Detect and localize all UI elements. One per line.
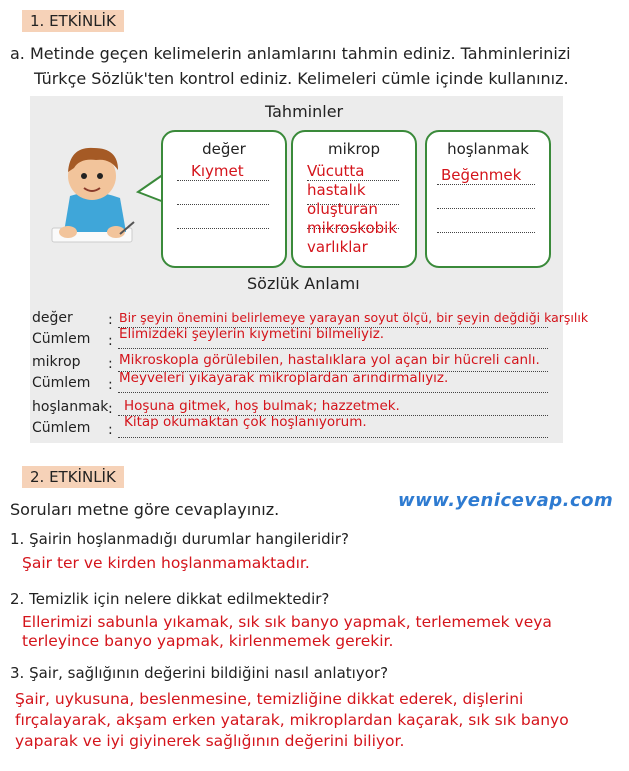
question-2: 2. Temizlik için nelere dikkat edilmektedir? — [10, 590, 330, 608]
row-label: hoşlanmak — [32, 399, 109, 415]
card-word: mikrop — [327, 140, 380, 158]
answer-2-line: terleyince banyo yapmak, kirlenmemek gerekir. — [22, 632, 394, 650]
row-label: Cümlem — [32, 331, 91, 347]
row-value: Hoşuna gitmek, hoş bulmak; hazzetmek. — [124, 398, 400, 414]
row-value: Elimizdeki şeylerin kıymetini bilmeliyiz. — [119, 326, 385, 342]
row-value: Bir şeyin önemini belirlemeye yarayan soyut ölçü, bir şeyin değdiği karşılık — [119, 310, 589, 325]
card-word: değer — [202, 140, 246, 158]
section1-tag: 1. ETKİNLİK — [22, 10, 124, 32]
card-deger — [161, 130, 287, 268]
answer-2-line: Ellerimizi sabunla yıkamak, sık sık banyo yapmak, terlememek veya — [22, 613, 552, 631]
card-mikrop — [291, 130, 417, 268]
section2-tag: 2. ETKİNLİK — [22, 466, 124, 488]
answer-3-line: Şair, uykusuna, beslenmesine, temizliğine dikkat ederek, dişlerini — [15, 690, 524, 708]
card-guess: Beğenmek — [441, 166, 522, 184]
card-guess-line: mikroskobik — [307, 219, 397, 237]
question-3: 3. Şair, sağlığının değerini bildiğini nasıl anlatıyor? — [10, 664, 389, 682]
card-guess: Kıymet — [191, 162, 244, 180]
card-guess-line: hastalık — [307, 181, 366, 199]
watermark: www.yenicevap.com — [398, 490, 614, 511]
instruction-line-1: a. Metinde geçen kelimelerin anlamlarını tahmin ediniz. Tahminlerinizi — [10, 44, 571, 63]
row-label: Cümlem — [32, 375, 91, 391]
section2-instruction: Soruları metne göre cevaplayınız. — [10, 500, 280, 519]
guesses-title: Tahminler — [265, 102, 344, 121]
card-word: hoşlanmak — [447, 140, 529, 158]
row-value: Kitap okumaktan çok hoşlanıyorum. — [124, 414, 367, 430]
row-label: mikrop — [32, 354, 81, 370]
row-value: Meyveleri yıkayarak mikroplardan arındırmalıyız. — [119, 370, 449, 386]
instruction-line-2: Türkçe Sözlük'ten kontrol ediniz. Kelimeleri cümle içinde kullanınız. — [34, 69, 569, 88]
card-hoslanmak — [425, 130, 551, 268]
question-1: 1. Şairin hoşlanmadığı durumlar hangileridir? — [10, 530, 349, 548]
answer-3-line: yaparak ve iyi giyinerek sağlığının değerini biliyor. — [15, 732, 405, 750]
card-guess-line: Vücutta — [307, 162, 365, 180]
row-value: Mikroskopla görülebilen, hastalıklara yol açan bir hücreli canlı. — [119, 352, 540, 368]
card-guess-line: varlıklar — [307, 238, 368, 256]
row-label: değer — [32, 310, 73, 326]
card-guess-line: oluşturan — [307, 200, 378, 218]
answer-3-line: fırçalayarak, akşam erken yatarak, mikroplardan kaçarak, sık sık banyo — [15, 711, 569, 729]
dictionary-title: Sözlük Anlamı — [247, 274, 360, 293]
answer-1-line: Şair ter ve kirden hoşlanmamaktadır. — [22, 554, 310, 572]
row-label: Cümlem — [32, 420, 91, 436]
